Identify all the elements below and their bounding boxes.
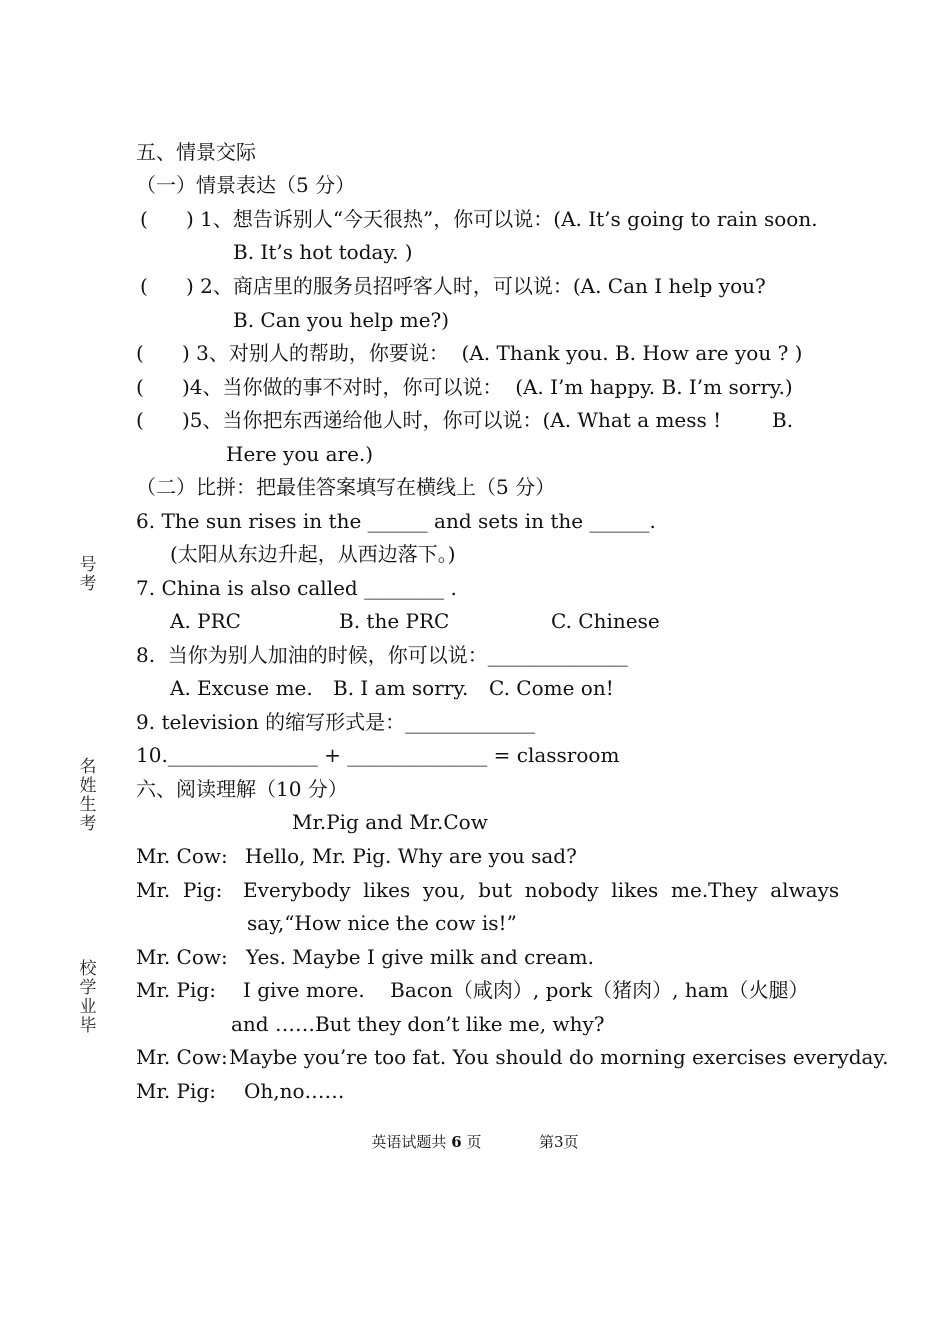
question-7-option-b: B. the PRC [339,609,450,633]
question-9: 9. television 的缩写形式是：_____________ [136,710,536,734]
question-5-option-b: Here you are.) [226,442,374,466]
question-7-option-a: A. PRC [170,609,241,633]
dialogue-speaker-5: Mr. Cow: [136,1045,228,1069]
dialogue-speaker-2: Mr. Pig: [136,878,223,902]
question-6-hint: (太阳从东边升起，从西边落下。) [170,542,456,566]
section6-title: 六、阅读理解（10 分） [136,777,348,801]
question-2-option-b: B. Can you help me?) [233,308,450,332]
footer-total-label: 英语试题共 [371,1133,447,1151]
question-8: 8. 当你为别人加油的时候，你可以说：______________ [136,643,628,667]
question-8-option-b: B. I am sorry. [333,676,469,700]
part2-title: （二）比拼：把最佳答案填写在横线上（5 分） [136,475,556,499]
dialogue-text-6: Oh,no…… [244,1079,345,1103]
dialogue-text-2: Everybody likes you, but nobody likes me.They always [243,878,840,902]
question-3: ( ) 3、对别人的帮助，你要说： (A. Thank you. B. How are you ? ) [136,341,803,365]
footer-total-num: 6 [451,1133,462,1151]
side-label-school: 校 学 业 毕 [79,959,97,1036]
dialogue-text-2-cont: say,“How nice the cow is!” [247,911,517,935]
question-1-option-b: B. It’s hot today. ) [233,240,413,264]
question-1: ( ) 1、想告诉别人“今天很热”，你可以说：(A. It’s going to rain soon. [140,207,818,231]
question-2: ( ) 2、商店里的服务员招呼客人时，可以说：(A. Can I help you? [140,274,766,298]
question-8-option-c: C. Come on! [489,676,614,700]
question-7: 7. China is also called ________ . [136,576,457,600]
dialogue-text-5: Maybe you’re too fat. You should do morning exercises everyday. [229,1045,889,1069]
dialogue-speaker-3: Mr. Cow: [136,945,228,969]
dialogue-speaker-6: Mr. Pig: [136,1079,216,1103]
page-footer [0,1132,950,1152]
dialogue-text-3: Yes. Maybe I give milk and cream. [246,945,594,969]
dialogue-text-4: I give more. Bacon（咸肉）, pork（猪肉）, ham（火腿） [243,978,809,1002]
question-6: 6. The sun rises in the ______ and sets in the ______. [136,509,656,533]
question-5: ( )5、当你把东西递给他人时，你可以说：(A. What a mess ! B. [136,408,794,432]
story-title: Mr.Pig and Mr.Cow [292,810,488,834]
dialogue-speaker-4: Mr. Pig: [136,978,216,1002]
question-10: 10._______________ + ______________ = classroom [136,743,620,767]
question-8-option-a: A. Excuse me. [170,676,313,700]
part1-title: （一）情景表达（5 分） [136,173,356,197]
section5-title: 五、情景交际 [136,140,256,164]
footer-page-label: 第3页 [539,1133,579,1151]
dialogue-text-1: Hello, Mr. Pig. Why are you sad? [245,844,577,868]
side-label-student-name: 名 姓 生 考 [79,757,97,834]
side-label-exam-number: 号 考 [79,555,97,594]
question-7-option-c: C. Chinese [551,609,660,633]
dialogue-speaker-1: Mr. Cow: [136,844,228,868]
dialogue-text-4-cont: and ……But they don’t like me, why? [231,1012,605,1036]
question-4: ( )4、当你做的事不对时，你可以说： (A. I’m happy. B. I’m sorry.) [136,375,793,399]
footer-total-unit: 页 [466,1133,482,1151]
